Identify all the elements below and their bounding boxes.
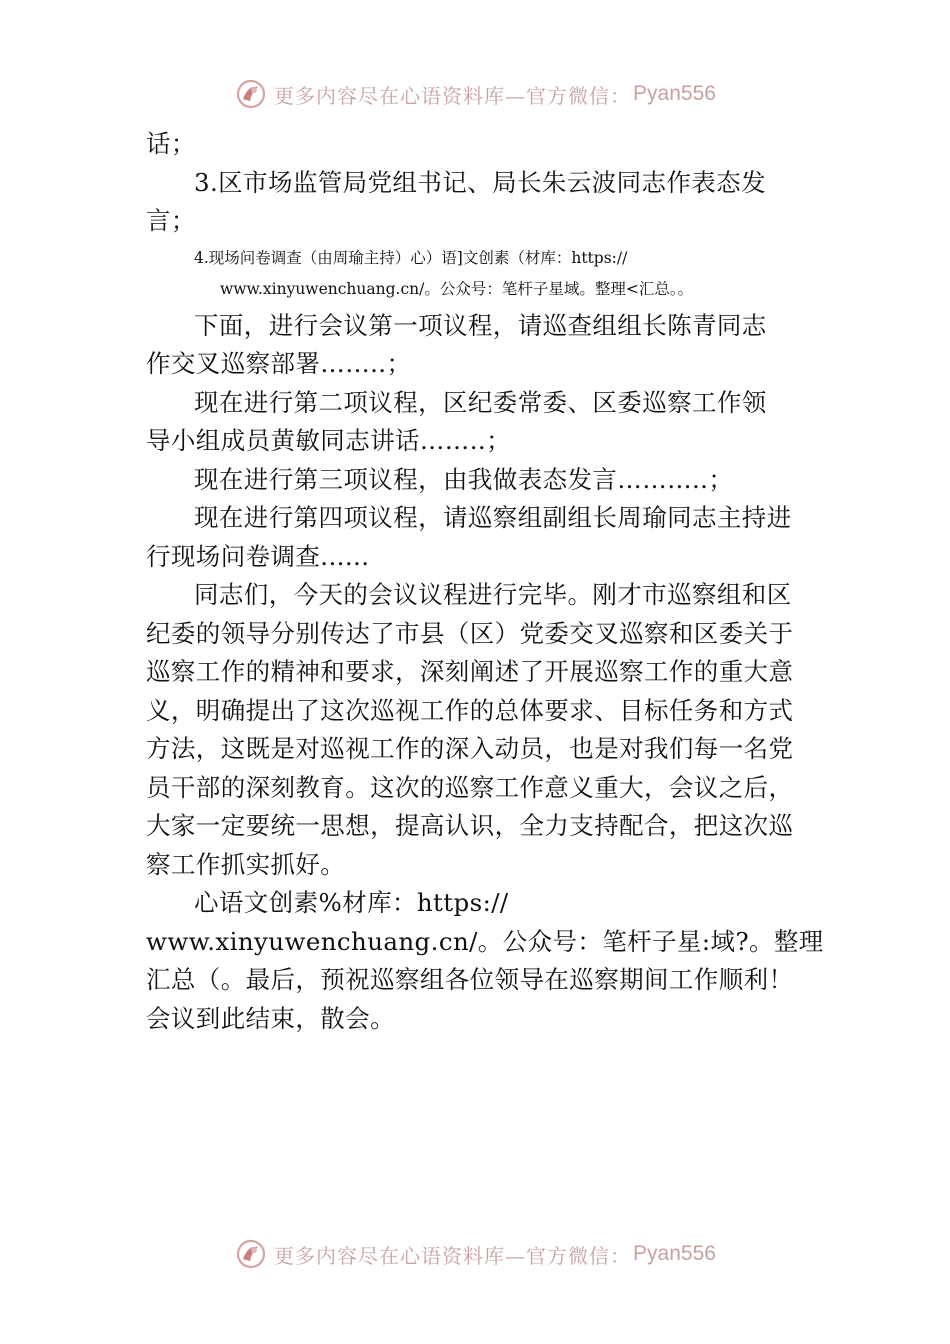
banner-wechat-id: Pyan556 bbox=[633, 82, 716, 105]
text-line: 话； bbox=[146, 129, 196, 158]
text-line-small: www.xinyuwenchuang.cn/。公众号：笔杆子星域。整理<汇总。。 bbox=[220, 279, 694, 298]
text-line: 言； bbox=[146, 206, 196, 235]
text-line: 纪委的领导分别传达了市县（区）党委交叉巡察和区委关于 bbox=[146, 618, 794, 648]
text-line: 心语文创素%材库：https:// bbox=[194, 888, 509, 917]
text-line: 现在进行第三项议程，由我做表态发言………..； bbox=[194, 464, 734, 494]
text-line: 3.区市场监管局党组书记、局长朱云波同志作表态发 bbox=[194, 167, 766, 197]
text-line: 作交叉巡察部署……..； bbox=[146, 349, 412, 378]
logo-icon bbox=[234, 1237, 268, 1271]
text-line: 同志们，今天的会议议程进行完毕。刚才市巡察组和区 bbox=[194, 580, 792, 609]
text-line: 巡察工作的精神和要求，深刻阐述了开展巡察工作的重大意 bbox=[146, 657, 794, 686]
text-line: 方法，这既是对巡视工作的深入动员，也是对我们每一名党 bbox=[146, 734, 794, 763]
document-body bbox=[146, 125, 824, 1038]
banner-wechat-id: Pyan556 bbox=[633, 1242, 716, 1265]
text-line: 行现场问卷调查...... bbox=[146, 541, 370, 571]
banner-text: 更多内容尽在心语资料库—官方微信： bbox=[274, 1243, 632, 1268]
text-line: 下面，进行会议第一项议程，请巡查组组长陈青同志 bbox=[194, 310, 767, 340]
text-line-small: 4.现场问卷调查（由周瑜主持）心）语]文创素（材库：https:// bbox=[194, 248, 628, 267]
text-line: 会议到此结束，散会。 bbox=[146, 1003, 395, 1033]
text-line: 察工作抓实抓好。 bbox=[146, 849, 346, 879]
text-line: www.xinyuwenchuang.cn/。公众号：笔杆子星:域?。整理 bbox=[146, 926, 824, 956]
banner-text: 更多内容尽在心语资料库—官方微信： bbox=[274, 83, 632, 108]
text-line: 员干部的深刻教育。这次的巡察工作意义重大，会议之后， bbox=[146, 772, 794, 802]
header-banner bbox=[0, 72, 950, 116]
text-line: 大家一定要统一思想，提高认识，全力支持配合，把这次巡 bbox=[146, 811, 794, 840]
text-line: 现在进行第二项议程，区纪委常委、区委巡察工作领 bbox=[194, 387, 767, 417]
text-line: 导小组成员黄敏同志讲话……..； bbox=[146, 426, 511, 455]
text-line: 现在进行第四项议程，请巡察组副组长周瑜同志主持进 bbox=[194, 503, 792, 532]
logo-icon bbox=[234, 77, 268, 111]
text-line: 汇总（。最后，预祝巡察组各位领导在巡察期间工作顺利！ bbox=[146, 965, 794, 994]
footer-banner bbox=[0, 1232, 950, 1276]
text-line: 义，明确提出了这次巡视工作的总体要求、目标任务和方式 bbox=[146, 695, 794, 725]
